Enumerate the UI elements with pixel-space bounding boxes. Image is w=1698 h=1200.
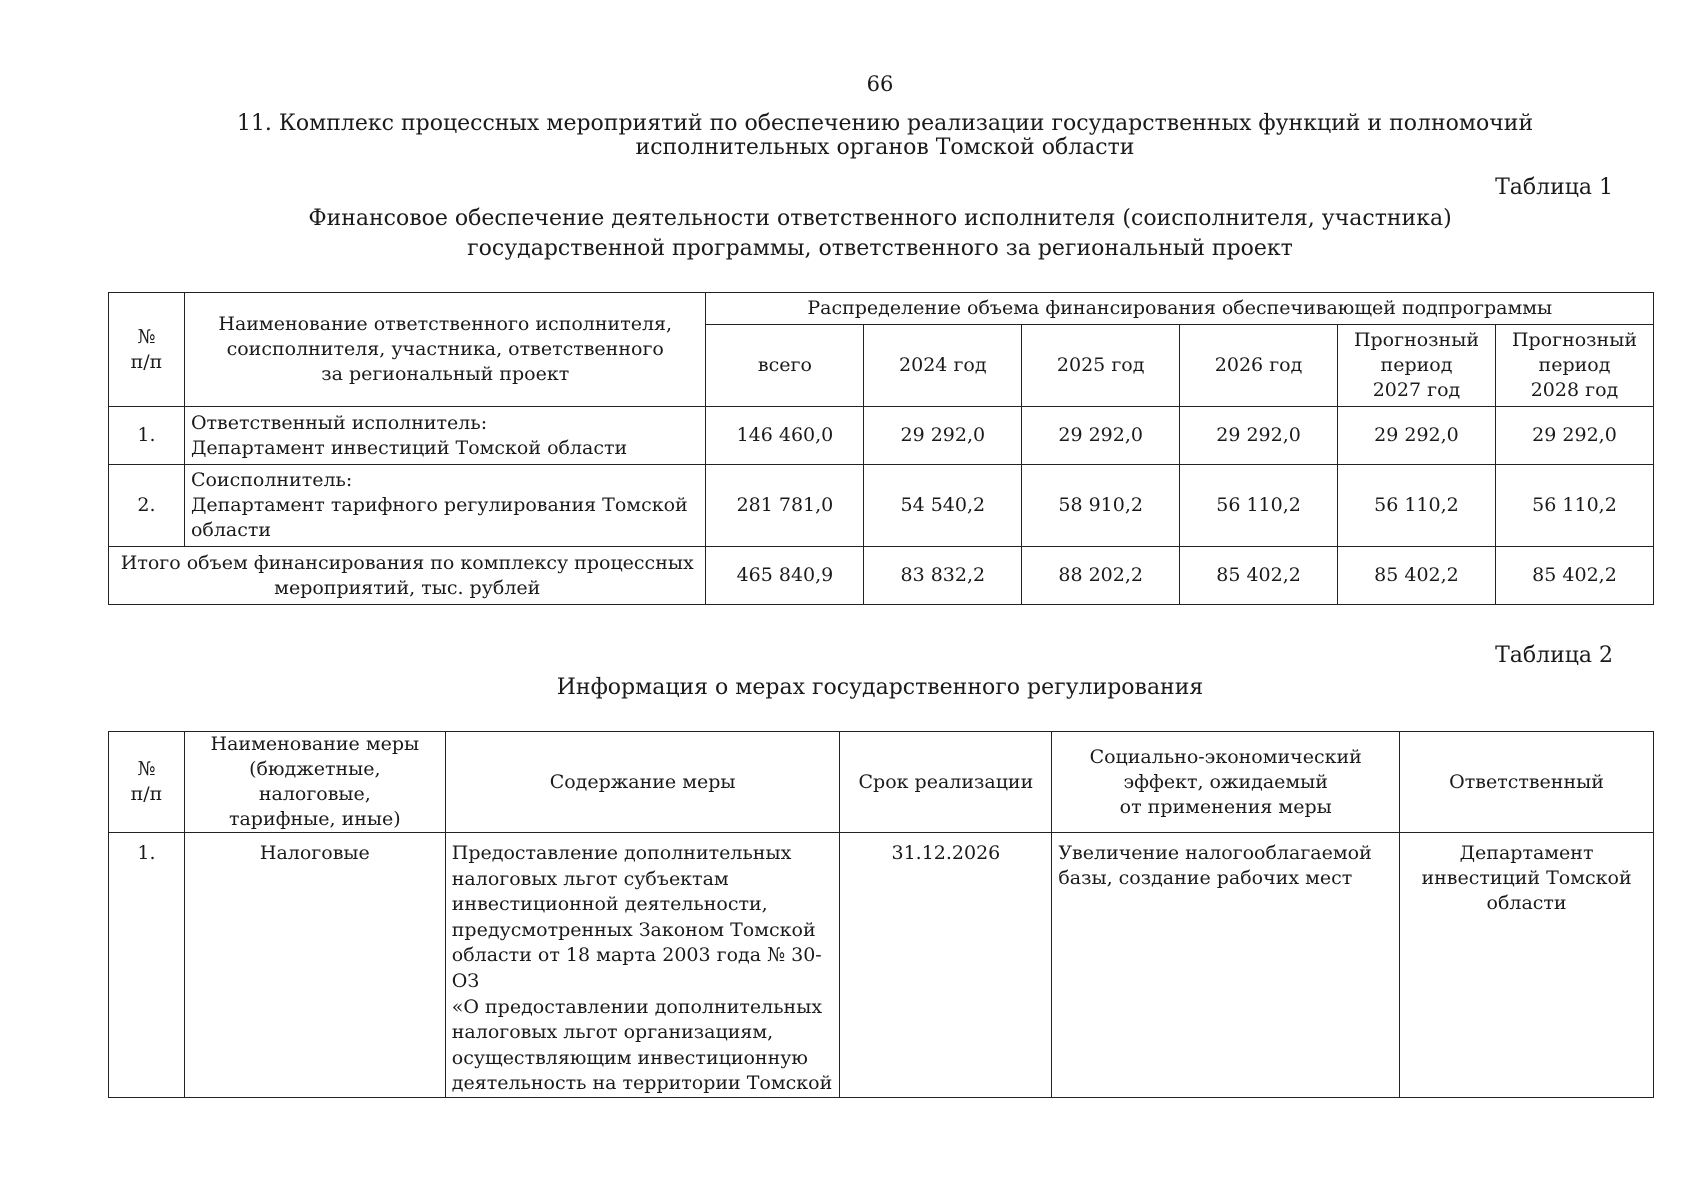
cell-text: области от 18 марта 2003 года № 30-ОЗ xyxy=(451,944,822,992)
total-value: 465 840,9 xyxy=(706,547,864,605)
value-2028: 56 110,2 xyxy=(1495,465,1653,547)
header-text: период xyxy=(1380,354,1453,376)
header-text: период xyxy=(1538,354,1611,376)
value-2027: 56 110,2 xyxy=(1337,465,1495,547)
cell-text: налоговых льгот организациям, xyxy=(451,1021,774,1044)
cell-text: налоговых льгот субъектам xyxy=(451,867,729,890)
header-text: эффект, ожидаемый xyxy=(1123,770,1328,793)
value-2026: 29 292,0 xyxy=(1180,407,1338,465)
header-num xyxy=(109,293,185,407)
header-text: № xyxy=(137,325,156,348)
total-2025: 88 202,2 xyxy=(1022,547,1180,605)
value-2028: 29 292,0 xyxy=(1495,407,1653,465)
row-num: 1. xyxy=(109,407,185,465)
table-row xyxy=(109,407,1654,465)
cell-text: мероприятий, тыс. рублей xyxy=(274,576,541,599)
cell-text: предусмотренных Законом Томской xyxy=(451,918,816,941)
cell-text: базы, создание рабочих мест xyxy=(1058,867,1353,889)
row-term: 31.12.2026 xyxy=(840,833,1052,1098)
value-total: 146 460,0 xyxy=(706,407,864,465)
total-label xyxy=(109,547,706,605)
cell-text: Предоставление дополнительных xyxy=(451,842,792,864)
table-header-row xyxy=(109,732,1654,833)
value-total: 281 781,0 xyxy=(706,465,864,547)
header-content: Содержание меры xyxy=(445,732,840,833)
cell-text: «О предоставлении дополнительных xyxy=(451,995,823,1018)
table1-caption xyxy=(100,204,1660,264)
header-name xyxy=(184,293,706,407)
value-2024: 54 540,2 xyxy=(864,465,1022,547)
header-text: № xyxy=(137,758,156,780)
page-number: 66 xyxy=(866,72,894,96)
total-2027: 85 402,2 xyxy=(1337,547,1495,605)
section-title xyxy=(170,112,1600,160)
header-text: от применения меры xyxy=(1119,795,1332,818)
table-header-row xyxy=(109,293,1654,325)
header-measure-name xyxy=(184,732,445,833)
value-2024: 29 292,0 xyxy=(864,407,1022,465)
header-text: 2028 год xyxy=(1530,379,1619,401)
cell-text: инвестиций Томской xyxy=(1421,867,1632,889)
total-row xyxy=(109,547,1654,605)
header-text: п/п xyxy=(130,783,163,805)
total-2028: 85 402,2 xyxy=(1495,547,1653,605)
header-text: 2027 год xyxy=(1372,379,1461,401)
header-total: всего xyxy=(706,325,864,407)
header-text: Прогнозный xyxy=(1511,329,1637,351)
header-effect xyxy=(1052,732,1400,833)
header-2024: 2024 год xyxy=(864,325,1022,407)
header-text: тарифные, иные) xyxy=(228,808,401,830)
header-text: соисполнителя, участника, ответственного xyxy=(226,338,664,360)
total-2024: 83 832,2 xyxy=(864,547,1022,605)
header-forecast-2028 xyxy=(1495,325,1653,407)
caption-line: Финансовое обеспечение деятельности ответственного исполнителя (соисполнителя, участника) xyxy=(308,206,1452,231)
row-measure: Налоговые xyxy=(184,833,445,1098)
value-2026: 56 110,2 xyxy=(1180,465,1338,547)
header-distribution: Распределение объема финансирования обеспечивающей подпрограммы xyxy=(706,293,1654,325)
cell-text: деятельность на территории Томской xyxy=(451,1072,833,1095)
cell-text: Департамент тарифного регулирования Томской xyxy=(190,494,688,516)
table2-caption: Информация о мерах государственного регулирования xyxy=(556,675,1204,700)
row-responsible xyxy=(1400,833,1654,1098)
table1-label: Таблица 1 xyxy=(1495,175,1613,200)
header-2026: 2026 год xyxy=(1180,325,1338,407)
row-num: 1. xyxy=(109,833,185,1098)
section-title-line: 11. Комплекс процессных мероприятий по обеспечению реализации государственных функций и полномочий xyxy=(236,111,1534,136)
cell-text: области xyxy=(190,519,272,541)
header-responsible: Ответственный xyxy=(1400,732,1654,833)
header-text: Социально-экономический xyxy=(1089,745,1362,768)
row-num: 2. xyxy=(109,465,185,547)
cell-text: Увеличение налогооблагаемой xyxy=(1058,842,1372,864)
cell-text: Соисполнитель: xyxy=(190,469,353,491)
value-2025: 58 910,2 xyxy=(1022,465,1180,547)
caption-line: государственной программы, ответственного за региональный проект xyxy=(467,236,1293,261)
cell-text: осуществляющим инвестиционную xyxy=(451,1046,808,1069)
cell-text: Департамент инвестиций Томской области xyxy=(190,436,628,459)
header-forecast-2027 xyxy=(1337,325,1495,407)
financing-table xyxy=(108,292,1654,605)
value-2025: 29 292,0 xyxy=(1022,407,1180,465)
header-text: Наименование ответственного исполнителя, xyxy=(218,313,673,335)
table-row xyxy=(109,465,1654,547)
row-name xyxy=(184,465,706,547)
header-text: за региональный проект xyxy=(321,363,570,385)
cell-text: области xyxy=(1486,892,1567,914)
header-num xyxy=(109,732,185,833)
header-text: п/п xyxy=(130,350,163,373)
header-term: Срок реализации xyxy=(840,732,1052,833)
row-content xyxy=(445,833,840,1098)
header-text: Наименование меры xyxy=(210,733,420,755)
header-text: Прогнозный xyxy=(1353,329,1479,351)
value-2027: 29 292,0 xyxy=(1337,407,1495,465)
cell-text: Ответственный исполнитель: xyxy=(190,411,488,434)
header-text: (бюджетные, налоговые, xyxy=(249,758,381,805)
regulation-measures-table xyxy=(108,731,1654,1098)
cell-text: Департамент xyxy=(1459,842,1594,864)
cell-text: Итого объем финансирования по комплексу процессных xyxy=(120,551,694,574)
row-effect xyxy=(1052,833,1400,1098)
total-2026: 85 402,2 xyxy=(1180,547,1338,605)
table-row xyxy=(109,833,1654,1098)
cell-text: инвестиционной деятельности, xyxy=(451,893,768,916)
row-name xyxy=(184,407,706,465)
section-title-line: исполнительных органов Томской области xyxy=(635,135,1135,160)
header-2025: 2025 год xyxy=(1022,325,1180,407)
table2-label: Таблица 2 xyxy=(1495,643,1613,668)
